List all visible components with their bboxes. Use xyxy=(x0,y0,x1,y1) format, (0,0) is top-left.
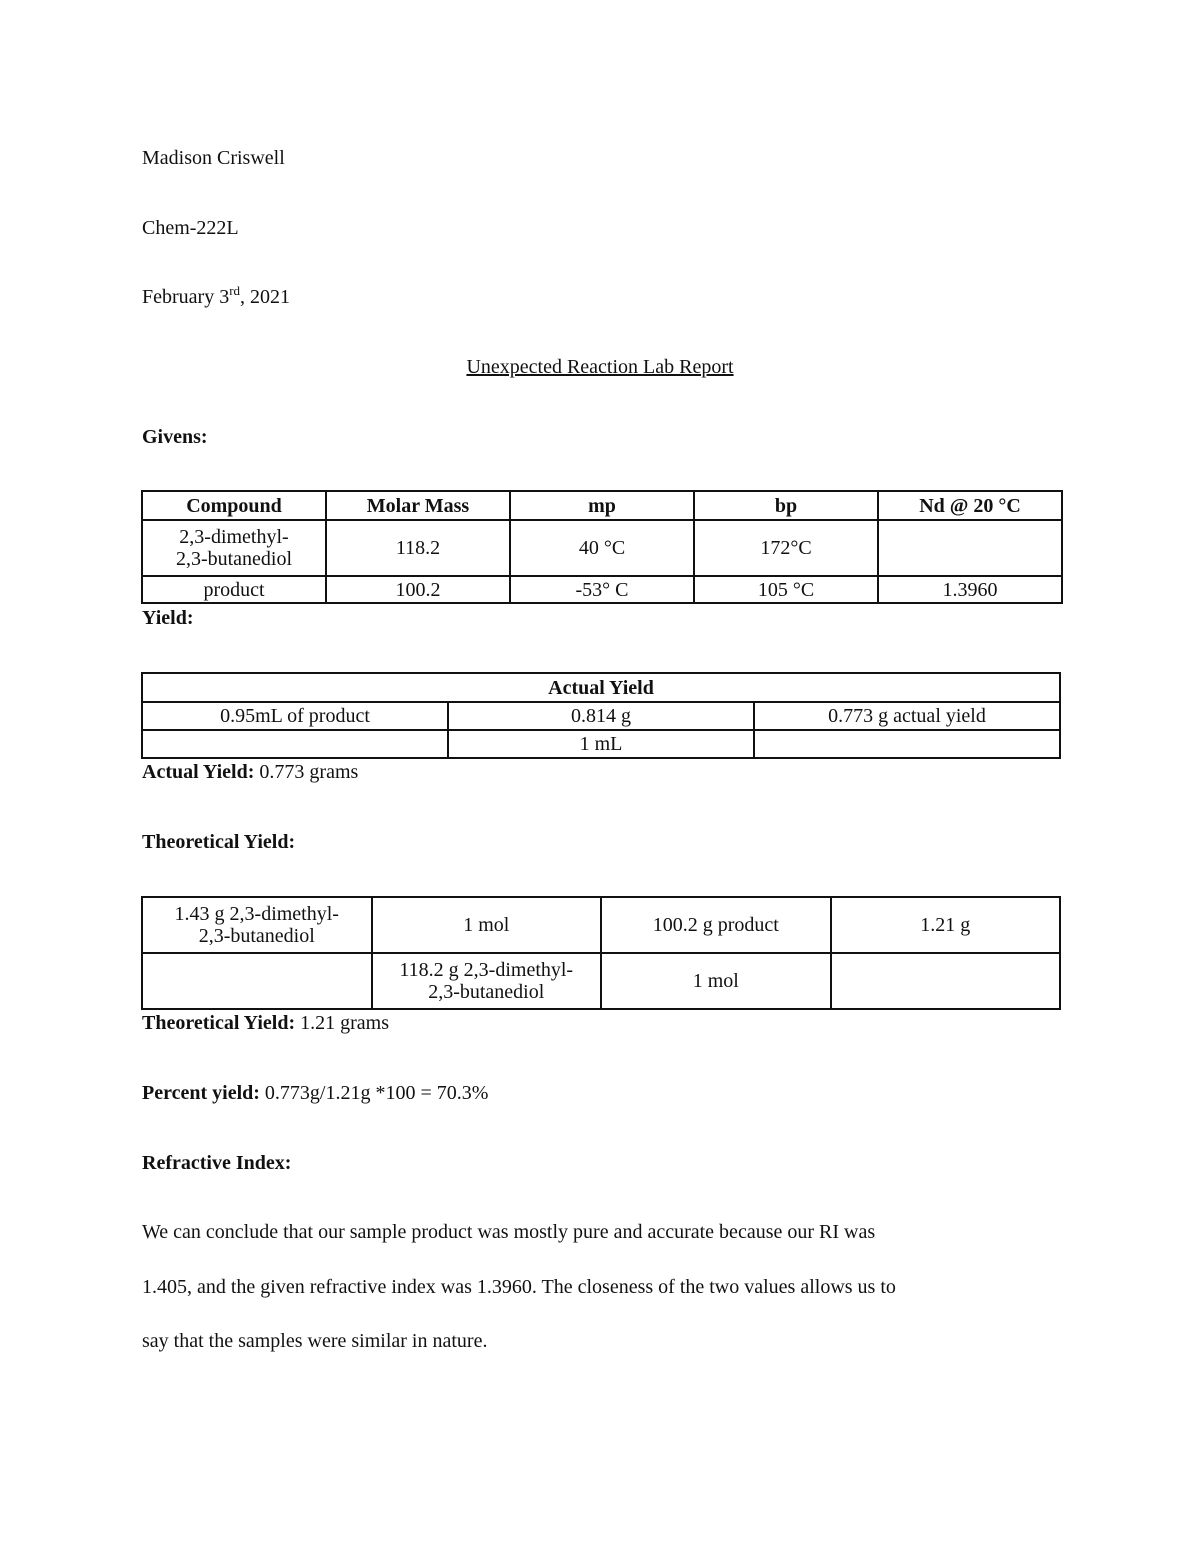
table-cell xyxy=(878,520,1062,576)
table-cell xyxy=(831,953,1061,1009)
author-name: Madison Criswell xyxy=(142,147,285,169)
theoretical-yield-table xyxy=(141,896,1061,1010)
yield-heading: Yield: xyxy=(142,607,194,629)
paragraph-line: We can conclude that our sample product was mostly pure and accurate because our RI was xyxy=(142,1221,876,1243)
column-header: Compound xyxy=(142,491,326,520)
actual-yield-table xyxy=(141,672,1061,759)
givens-heading: Givens: xyxy=(142,426,208,448)
table-cell xyxy=(142,953,372,1009)
givens-header-row xyxy=(142,491,1062,520)
column-header: bp xyxy=(694,491,878,520)
table-row xyxy=(142,702,1060,730)
theoretical-yield-result: Theoretical Yield: 1.21 grams xyxy=(142,1012,390,1034)
table-cell: 0.773 g actual yield xyxy=(754,702,1060,730)
theoretical-yield-heading: Theoretical Yield: xyxy=(142,831,296,853)
table-cell: 172°C xyxy=(694,520,878,576)
givens-table xyxy=(141,490,1063,604)
table-cell: 0.95mL of product xyxy=(142,702,448,730)
table-cell: 1.43 g 2,3-dimethyl- 2,3-butanediol xyxy=(142,897,372,953)
table-cell: 1 mol xyxy=(372,897,602,953)
paragraph-line: 1.405, and the given refractive index was 1.3960. The closeness of the two values allows us to xyxy=(142,1275,896,1298)
table-cell: 100.2 xyxy=(326,576,510,603)
refractive-index-heading: Refractive Index: xyxy=(142,1152,292,1174)
table-title: Actual Yield xyxy=(142,673,1060,702)
course-code: Chem-222L xyxy=(142,217,239,239)
table-cell: 0.814 g xyxy=(448,702,754,730)
paragraph-line: say that the samples were similar in nature. xyxy=(142,1330,488,1352)
table-title-row xyxy=(142,673,1060,702)
table-cell xyxy=(142,730,448,758)
table-cell: 105 °C xyxy=(694,576,878,603)
refractive-index-paragraph xyxy=(142,1205,1042,1369)
table-cell: 40 °C xyxy=(510,520,694,576)
table-row xyxy=(142,520,1062,576)
table-cell: 1.21 g xyxy=(831,897,1061,953)
table-row xyxy=(142,730,1060,758)
column-header: Nd @ 20 °C xyxy=(878,491,1062,520)
column-header: mp xyxy=(510,491,694,520)
table-cell: 118.2 xyxy=(326,520,510,576)
percent-yield: Percent yield: 0.773g/1.21g *100 = 70.3% xyxy=(142,1082,489,1104)
table-row xyxy=(142,576,1062,603)
report-date: February 3rd, 2021 xyxy=(142,283,291,308)
table-cell: product xyxy=(142,576,326,603)
report-title: Unexpected Reaction Lab Report xyxy=(466,356,734,378)
actual-yield-result: Actual Yield: 0.773 grams xyxy=(142,761,359,783)
table-cell: 1 mL xyxy=(448,730,754,758)
table-cell: 1.3960 xyxy=(878,576,1062,603)
table-cell: 1 mol xyxy=(601,953,831,1009)
table-cell: 100.2 g product xyxy=(601,897,831,953)
column-header: Molar Mass xyxy=(326,491,510,520)
table-row xyxy=(142,953,1060,1009)
table-cell: -53° C xyxy=(510,576,694,603)
table-row xyxy=(142,897,1060,953)
table-cell: 2,3-dimethyl- 2,3-butanediol xyxy=(142,520,326,576)
table-cell xyxy=(754,730,1060,758)
table-cell: 118.2 g 2,3-dimethyl- 2,3-butanediol xyxy=(372,953,602,1009)
